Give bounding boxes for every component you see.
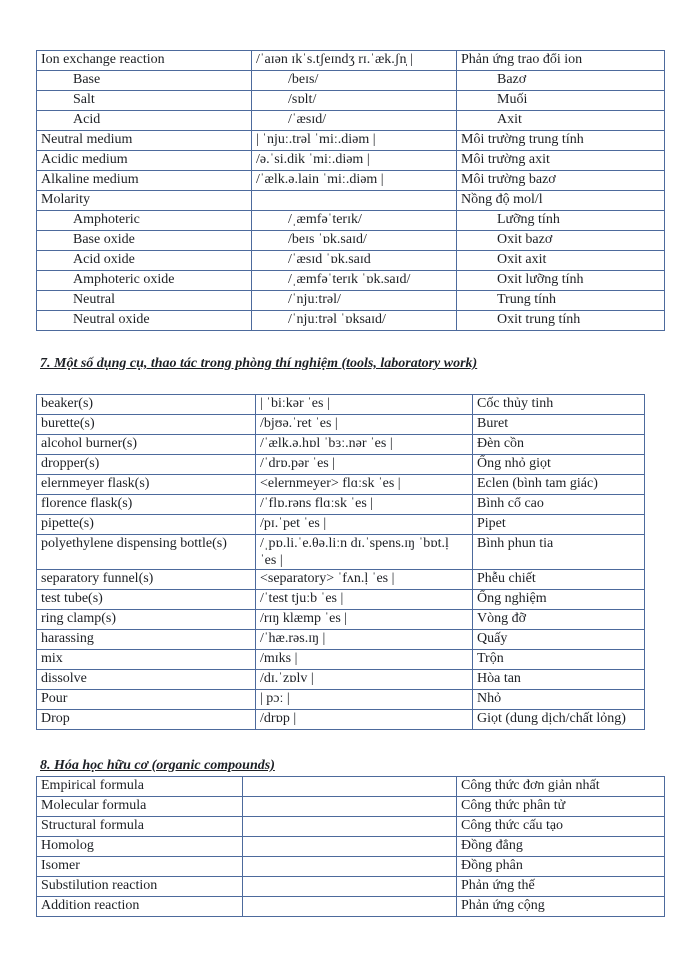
term-cell: Molecular formula [37, 797, 243, 817]
vietnamese-cell: Bình phun tia [473, 535, 645, 570]
vietnamese-cell: Pipet [473, 515, 645, 535]
term-cell: separatory funnel(s) [37, 570, 256, 590]
term-cell: Acidic medium [37, 151, 252, 171]
vietnamese-cell: Eclen (bình tam giác) [473, 475, 645, 495]
table-row [37, 535, 645, 570]
ipa-cell [243, 817, 457, 837]
ipa-cell [243, 877, 457, 897]
table-row [37, 131, 665, 151]
table-row [37, 251, 665, 271]
table-row [37, 291, 665, 311]
ipa-cell: /ˌpɒ.li.ˈe.θə.liːn dɪ.ˈspens.ɪŋ ˈbɒt.ḷ ˈes | [256, 535, 473, 570]
ipa-cell: /beɪs ˈɒk.saɪd/ [252, 231, 457, 251]
ipa-cell: /ˈæsɪd/ [252, 111, 457, 131]
ipa-cell: /ˈnjuːtrəl ˈɒksaɪd/ [252, 311, 457, 331]
vietnamese-cell: Môi trường trung tính [457, 131, 665, 151]
term-cell: Empirical formula [37, 777, 243, 797]
term-cell: Neutral [37, 291, 252, 311]
term-cell: Ion exchange reaction [37, 51, 252, 71]
ipa-cell [243, 777, 457, 797]
table-row [37, 837, 665, 857]
vietnamese-cell: Bình cổ cao [473, 495, 645, 515]
vietnamese-cell: Ống nhỏ giọt [473, 455, 645, 475]
term-cell: alcohol burner(s) [37, 435, 256, 455]
vietnamese-cell: Phản ứng cộng [457, 897, 665, 917]
term-cell: Acid oxide [37, 251, 252, 271]
table-row [37, 877, 665, 897]
ipa-cell: | ˈnjuː.trəl ˈmiː.diəm | [252, 131, 457, 151]
term-cell: burette(s) [37, 415, 256, 435]
ipa-cell: /ˈnjuːtrəl/ [252, 291, 457, 311]
table-row [37, 475, 645, 495]
vietnamese-cell: Oxit axit [457, 251, 665, 271]
ipa-cell: /ˌæmfəˈterɪk/ [252, 211, 457, 231]
term-cell: polyethylene dispensing bottle(s) [37, 535, 256, 570]
table-row [37, 690, 645, 710]
ipa-cell: /ˈæsɪd ˈɒk.saɪd [252, 251, 457, 271]
ipa-cell [243, 857, 457, 877]
ipa-cell: /beɪs/ [252, 71, 457, 91]
vietnamese-cell: Trung tính [457, 291, 665, 311]
term-cell: Homolog [37, 837, 243, 857]
table-row [37, 435, 645, 455]
term-cell: florence flask(s) [37, 495, 256, 515]
ipa-cell: /ˈælk.ə.lain ˈmiː.diəm | [252, 171, 457, 191]
term-cell: beaker(s) [37, 395, 256, 415]
table-row [37, 191, 665, 211]
vietnamese-cell: Hòa tan [473, 670, 645, 690]
ipa-cell: /ˌæmfəˈterɪk ˈɒk.saɪd/ [252, 271, 457, 291]
term-cell: harassing [37, 630, 256, 650]
table-row [37, 610, 645, 630]
ipa-cell: /pɪ.ˈpet ˈes | [256, 515, 473, 535]
term-cell: Pour [37, 690, 256, 710]
table-row [37, 495, 645, 515]
vietnamese-cell: Cốc thủy tinh [473, 395, 645, 415]
term-cell: Amphoteric [37, 211, 252, 231]
table-row [37, 897, 665, 917]
ipa-cell: /ˈflɒ.rəns flɑːsk ˈes | [256, 495, 473, 515]
vietnamese-cell: Môi trường axit [457, 151, 665, 171]
table-row [37, 231, 665, 251]
term-cell: Structural formula [37, 817, 243, 837]
term-cell: dropper(s) [37, 455, 256, 475]
ipa-cell: /ˈaɪən ɪkˈs.tʃeɪndʒ rɪ.ˈæk.ʃn̩ | [252, 51, 457, 71]
term-cell: Amphoteric oxide [37, 271, 252, 291]
section-title-lab-tools: 7. Một số dụng cụ, thao tác trong phòng thí nghiệm (tools, laboratory work) [40, 356, 478, 371]
table-row [37, 670, 645, 690]
table-row [37, 455, 645, 475]
table-row [37, 91, 665, 111]
vietnamese-cell: Muối [457, 91, 665, 111]
vocab-table-reactions [36, 50, 665, 331]
ipa-cell [243, 797, 457, 817]
vietnamese-cell: Quấy [473, 630, 645, 650]
ipa-cell [243, 897, 457, 917]
term-cell: pipette(s) [37, 515, 256, 535]
table-row [37, 590, 645, 610]
ipa-cell: /bjʊə.ˈret ˈes | [256, 415, 473, 435]
vietnamese-cell: Công thức đơn giản nhất [457, 777, 665, 797]
term-cell: mix [37, 650, 256, 670]
vietnamese-cell: Buret [473, 415, 645, 435]
vietnamese-cell: Oxit bazơ [457, 231, 665, 251]
table-row [37, 311, 665, 331]
ipa-cell: | pɔː | [256, 690, 473, 710]
table-row [37, 515, 645, 535]
term-cell: Neutral oxide [37, 311, 252, 331]
table-row [37, 630, 645, 650]
vietnamese-cell: Oxit trung tính [457, 311, 665, 331]
vietnamese-cell: Oxit lưỡng tính [457, 271, 665, 291]
term-cell: Substilution reaction [37, 877, 243, 897]
vocab-table-organic [36, 776, 665, 917]
ipa-cell [252, 191, 457, 211]
section-title-organic: 8. Hóa học hữu cơ (organic compounds) [40, 758, 275, 773]
vietnamese-cell: Nồng độ mol/l [457, 191, 665, 211]
ipa-cell: /mɪks | [256, 650, 473, 670]
ipa-cell: /rɪŋ klæmp ˈes | [256, 610, 473, 630]
term-cell: Base [37, 71, 252, 91]
term-cell: test tube(s) [37, 590, 256, 610]
ipa-cell: /ə.ˈsi.dik ˈmiː.diəm | [252, 151, 457, 171]
ipa-cell: /ˈdrɒ.pər ˈes | [256, 455, 473, 475]
table-row [37, 171, 665, 191]
table-row [37, 570, 645, 590]
ipa-cell: | ˈbiːkər ˈes | [256, 395, 473, 415]
table-row [37, 395, 645, 415]
term-cell: Molarity [37, 191, 252, 211]
term-cell: Addition reaction [37, 897, 243, 917]
table-row [37, 415, 645, 435]
table-row [37, 51, 665, 71]
table-row [37, 271, 665, 291]
ipa-cell [243, 837, 457, 857]
ipa-cell: /ˈtest tjuːb ˈes | [256, 590, 473, 610]
vietnamese-cell: Đèn cồn [473, 435, 645, 455]
vietnamese-cell: Phản ứng thế [457, 877, 665, 897]
vietnamese-cell: Đồng đẳng [457, 837, 665, 857]
vietnamese-cell: Công thức phân tử [457, 797, 665, 817]
ipa-cell: <separatory> ˈfʌn.ḷ ˈes | [256, 570, 473, 590]
ipa-cell: /ˈælk.ə.hɒl ˈbɜː.nər ˈes | [256, 435, 473, 455]
vietnamese-cell: Phễu chiết [473, 570, 645, 590]
term-cell: Acid [37, 111, 252, 131]
term-cell: Salt [37, 91, 252, 111]
term-cell: Alkaline medium [37, 171, 252, 191]
term-cell: Isomer [37, 857, 243, 877]
table-row [37, 857, 665, 877]
term-cell: Base oxide [37, 231, 252, 251]
table-row [37, 211, 665, 231]
table-row [37, 777, 665, 797]
vietnamese-cell: Ống nghiệm [473, 590, 645, 610]
ipa-cell: /sɒlt/ [252, 91, 457, 111]
table-row [37, 111, 665, 131]
vocab-table-lab-tools [36, 394, 645, 730]
vietnamese-cell: Trộn [473, 650, 645, 670]
term-cell: ring clamp(s) [37, 610, 256, 630]
term-cell: elernmeyer flask(s) [37, 475, 256, 495]
vietnamese-cell: Đồng phân [457, 857, 665, 877]
vietnamese-cell: Vòng đỡ [473, 610, 645, 630]
term-cell: Drop [37, 710, 256, 730]
ipa-cell: /dɪ.ˈzɒlv | [256, 670, 473, 690]
table-row [37, 71, 665, 91]
ipa-cell: /ˈhæ.rəs.ɪŋ | [256, 630, 473, 650]
table-row [37, 650, 645, 670]
vietnamese-cell: Phản ứng trao đổi ion [457, 51, 665, 71]
term-cell: dissolve [37, 670, 256, 690]
table-row [37, 151, 665, 171]
table-row [37, 817, 665, 837]
vietnamese-cell: Axit [457, 111, 665, 131]
vietnamese-cell: Công thức cấu tạo [457, 817, 665, 837]
vietnamese-cell: Môi trường bazơ [457, 171, 665, 191]
vietnamese-cell: Giọt (dung dịch/chất lỏng) [473, 710, 645, 730]
table-row [37, 797, 665, 817]
vietnamese-cell: Lưỡng tính [457, 211, 665, 231]
ipa-cell: /drɒp | [256, 710, 473, 730]
table-row [37, 710, 645, 730]
vietnamese-cell: Nhỏ [473, 690, 645, 710]
term-cell: Neutral medium [37, 131, 252, 151]
ipa-cell: <elernmeyer> flɑːsk ˈes | [256, 475, 473, 495]
vietnamese-cell: Bazơ [457, 71, 665, 91]
